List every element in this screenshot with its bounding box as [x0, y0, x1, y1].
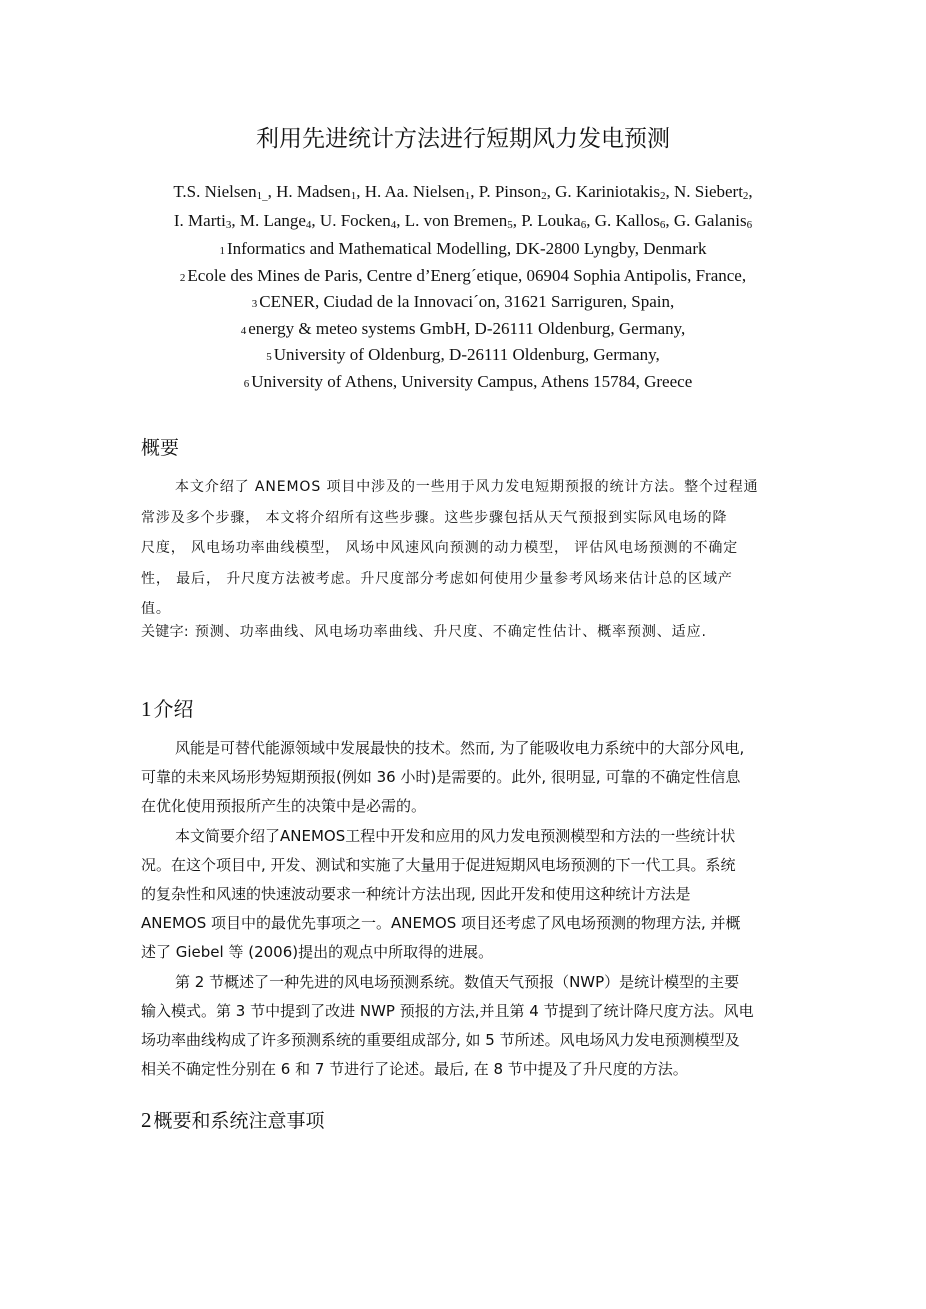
affiliation-index: 4 — [305, 218, 312, 231]
paragraph-line: 相关不确定性分别在 6 和 7 节进行了论述。最后, 在 8 节中提及了升尺度的方法。 — [141, 1060, 688, 1079]
abstract-line: 值。 — [141, 601, 171, 617]
author-name: H. Aa. Nielsen — [364, 182, 465, 201]
affiliation-text: CENER, Ciudad de la Innovaci´on, 31621 Sarriguren, Spain, — [259, 292, 675, 311]
author-name: P. Louka — [521, 210, 581, 230]
author-name: L. von Bremen — [404, 210, 508, 230]
affiliation-index: 6 — [659, 218, 666, 231]
abstract-line: 常涉及多个步骤， 本文将介绍所有这些步骤。这些步骤包括从天气预报到实际风电场的降 — [141, 509, 728, 526]
affiliation-index: 4 — [390, 218, 397, 231]
author-separator: , — [267, 182, 277, 201]
affiliation-line — [0, 317, 926, 344]
paper-title: 利用先进统计方法进行短期风力发电预测 — [256, 126, 670, 152]
keywords-text: : 预测、功率曲线、风电场功率曲线、升尺度、不确定性估计、概率预测、适应. — [183, 624, 707, 640]
author-separator: , — [396, 210, 405, 230]
section-2-heading — [141, 1106, 325, 1133]
author-line-2 — [0, 209, 926, 238]
affiliation-index: 6 — [243, 377, 250, 390]
section-title: 介绍 — [153, 697, 194, 721]
section-title: 概要和系统注意事项 — [153, 1110, 325, 1132]
author-name: I. Marti — [173, 210, 226, 230]
author-separator: , — [748, 182, 753, 201]
abstract-heading: 概要 — [141, 437, 180, 459]
author-separator: , — [665, 182, 674, 201]
abstract-line: 性， 最后， 升尺度方法被考虑。升尺度部分考虑如何使用少量参考风场来估计总的区域产 — [141, 570, 733, 587]
author-separator: , — [356, 182, 365, 201]
affiliation-line — [0, 264, 926, 291]
author-separator: , — [665, 210, 674, 230]
section-number: 1 — [141, 697, 152, 721]
affiliation-index: 1 — [350, 190, 357, 202]
affiliation-index: 5 — [507, 218, 513, 231]
author-separator: , — [470, 182, 479, 201]
affiliation-index: 1 — [464, 190, 471, 202]
affiliation-index: 2 — [742, 190, 749, 202]
abstract-body — [141, 472, 793, 625]
paragraph-line: 况。在这个项目中, 开发、测试和实施了大量用于促进短期风电场预测的下一代工具。系统 — [141, 855, 736, 874]
abstract-line: 本文介绍了 ANEMOS 项目中涉及的一些用于风力发电短期预报的统计方法。整个过程通 — [175, 479, 759, 495]
paragraph-line: 第 2 节概述了一种先进的风电场预测系统。数值天气预报（NWP）是统计模型的主要 — [175, 972, 740, 991]
abstract-line: 尺度， 风电场功率曲线模型， 风场中风速风向预测的动力模型， 评估风电场预测的不确定 — [141, 540, 739, 556]
author-separator: , — [231, 210, 240, 230]
affiliation-text: energy & meteo systems GmbH, D-26111 Oldenburg, Germany, — [248, 318, 686, 338]
affiliation-index: 2 — [541, 190, 547, 202]
affiliation-line — [0, 290, 926, 317]
affiliation-line — [0, 343, 926, 370]
author-separator: , — [586, 210, 595, 230]
affiliation-text: Ecole des Mines de Paris, Centre d’Energ´etique, 06904 Sophia Antipolis, France, — [187, 265, 747, 285]
paragraph-line: 风能是可替代能源领域中发展最快的技术。然而, 为了能吸收电力系统中的大部分风电, — [175, 739, 745, 757]
author-name: G. Kallos — [594, 210, 660, 230]
paragraph-line: 在优化使用预报所产生的决策中是必需的。 — [141, 797, 427, 816]
affiliation-index: 5 — [266, 351, 272, 363]
affiliation-index: 1 — [219, 245, 225, 257]
affiliation-index: 3 — [225, 218, 232, 231]
author-name: M. Lange — [239, 210, 306, 230]
paragraph-line: ANEMOS 项目中的最优先事项之一。ANEMOS 项目还考虑了风电场预测的物理方法, 并概 — [141, 914, 741, 933]
author-separator: , — [311, 210, 320, 230]
affiliation-line — [0, 370, 926, 397]
affiliation-index: 1_ — [256, 190, 268, 202]
affiliation-index: 6 — [580, 218, 587, 231]
paragraph-line: 述了 Giebel 等 (2006)提出的观点中所取得的进展。 — [141, 943, 494, 962]
paragraph-line: 输入模式。第 3 节中提到了改进 NWP 预报的方法,并且第 4 节提到了统计降尺度方法。风电 — [141, 1001, 754, 1020]
author-name: N. Siebert — [673, 182, 743, 201]
affiliation-text: University of Oldenburg, D-26111 Oldenburg, Germany, — [273, 345, 660, 364]
affiliation-line — [0, 237, 926, 264]
author-block — [0, 180, 926, 396]
keywords — [141, 621, 707, 641]
affiliation-text: Informatics and Mathematical Modelling, DK-2800 Lyngby, Denmark — [226, 239, 707, 258]
keywords-label: 关键字 — [141, 624, 184, 640]
affiliation-index: 4 — [240, 324, 247, 337]
affiliation-text: University of Athens, University Campus, Athens 15784, Greece — [251, 371, 693, 391]
author-name: T.S. Nielsen — [173, 182, 257, 201]
section-number: 2 — [141, 1108, 152, 1132]
section-1-heading — [141, 693, 194, 722]
paragraph-line: 场功率曲线构成了许多预测系统的重要组成部分, 如 5 节所述。风电场风力发电预测模型及 — [141, 1031, 740, 1050]
paragraph-line: 的复杂性和风速的快速波动要求一种统计方法出现, 因此开发和使用这种统计方法是 — [141, 885, 691, 904]
affiliation-list — [0, 237, 926, 396]
author-name: P. Pinson — [478, 182, 542, 201]
paragraph-line: 可靠的未来风场形势短期预报(例如 36 小时)是需要的。此外, 很明显, 可靠的不确定性信息 — [141, 768, 741, 787]
affiliation-index: 3 — [251, 298, 258, 310]
author-name: G. Kariniotakis — [555, 182, 660, 201]
paragraph-line: 本文简要介绍了ANEMOS工程中开发和应用的风力发电预测模型和方法的一些统计状 — [175, 826, 736, 845]
author-line-1 — [0, 180, 926, 209]
author-name: U. Focken — [319, 210, 391, 230]
section-1-body — [141, 734, 791, 1084]
author-name: G. Galanis — [673, 210, 747, 230]
affiliation-index: 2 — [659, 190, 666, 202]
author-separator: , — [546, 182, 556, 201]
author-separator: , — [512, 210, 522, 230]
affiliation-index: 2 — [179, 271, 186, 284]
author-name: H. Madsen — [276, 182, 351, 201]
affiliation-index: 6 — [746, 218, 753, 231]
